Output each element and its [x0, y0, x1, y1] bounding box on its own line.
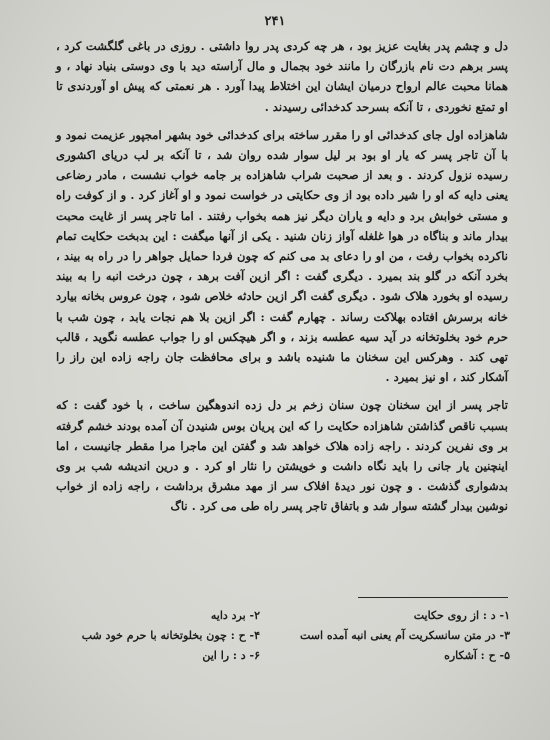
- footnote-3: ۳- در متن سانسکریت آم یعنی انبه آمده است: [300, 629, 510, 642]
- footnote-1: ۱- د : از روی حکایت: [413, 609, 510, 622]
- paragraph-2: شاهزاده اول جای کدخدائی او را مقرر ساخته برای کدخدائی خود بشهر امجپور عزیمت نمود و با آن تاجر پسر که یار او بود بر لیل سوار شده روان شد ، تا آنکه بر لب دریای اکشوری رسیده نزول کردند . و بعد از صحبت شراب شاهزاده بر جامه خواب نشست ، مادر رضاعی یعنی دایه که او را شیر داده بود از وی حکایتی در خواست نمود و او آغاز کرد . و از کوفت راه و مستی خوابش برد و دایه و یاران دیگر نیز همه بخواب رفتند . اما تاجر پسر از غایت محبت بیدار ماند و بناگاه در هوا غلغله آواز زنان شنید . یکی از آنها میگفت : این بدبخت حکایت تمام ناکرده بخواب رفت ، من او را دعای بد می کنم که چون فردا حمایل جواهر را در راه به بیند ، بخرد آنکه در گلو بند بمیرد . دیگری گفت : اگر ازین آفت برهد ، چون درخت انبه را به بیند رسیده او بخورد هلاک شود . دیگری گفت اگر ازین حادثه خلاص شود ، چون عروس بخانه بیارد خانه برسرش افتاده بهلاکت رساند . چهارم گفت : اگر ازین بلا هم نجات یابد ، چون شب با حرم خود بخلوتخانه در آید سیه عطسه بزند ، و اگر هیچکس او را جواب عطسه نگوید ، قالب تهی کند . وهرکس این سخنان ما شنیده باشد و برای محافظت جان راجه زاده این راز را آشکار کند ، او نیز بمیرد .: [56, 127, 508, 385]
- footnotes-left-column: [40, 606, 260, 666]
- paragraph-1: دل و چشم پدر بغایت عزیز بود ، هر چه کردی پدر روا داشتی . روزی در باغی گلگشت کرد ، پسر برهم دت نام بازرگان را مانند خود بجمال و مال آراسته دید با وی دوستی بنیاد نهاد ، و همانا محبت عالم ارواح درمیان ایشان این اختلاط پیدا آورد . هر نعمتی که پیش او آوردندی تا او تمتع نخوردی ، تا آنکه بسرحد کدخدائی رسیدند .: [56, 39, 508, 114]
- body-text: [56, 36, 508, 525]
- page-number: ۲۴۱: [264, 14, 286, 29]
- paragraph-3: تاجر پسر از این سخنان چون سنان زخم بر دل زده اندوهگین ساخت ، با خود گفت : که بسبب ناقص گذاشتن شاهزاده حکایت را که این پریان بوس شنیدن آن آمده بودند خشم گرفته بر وی نفرین کردند . راجه زاده هلاک خواهد شد و گفتن این ماجرا مرا مقطر جانیست ، اما اینچنین یار جانی را باید نگاه داشت و خویشتن را نثار او کرد . و درین اندیشه شب بر وی بدشواری گذشت . و چون نور دیدهٔ افلاک سر از مهد مشرق برداشت ، راجه زاده از خواب نوشین بیدار گشته سوار شد و باتفاق تاجر پسر راه طی می کرد . ناگ: [56, 398, 508, 514]
- footnotes-right-column: [270, 606, 510, 666]
- footnote-2: ۲- برد دایه: [210, 609, 260, 622]
- footnote-6: ۶- د : را این: [202, 649, 260, 662]
- footnote-5: ۵- ح : آشکاره: [444, 649, 510, 662]
- footnote-divider: [358, 597, 508, 598]
- footnote-4: ۴- ح : چون بخلوتخانه با حرم خود شب: [81, 629, 260, 642]
